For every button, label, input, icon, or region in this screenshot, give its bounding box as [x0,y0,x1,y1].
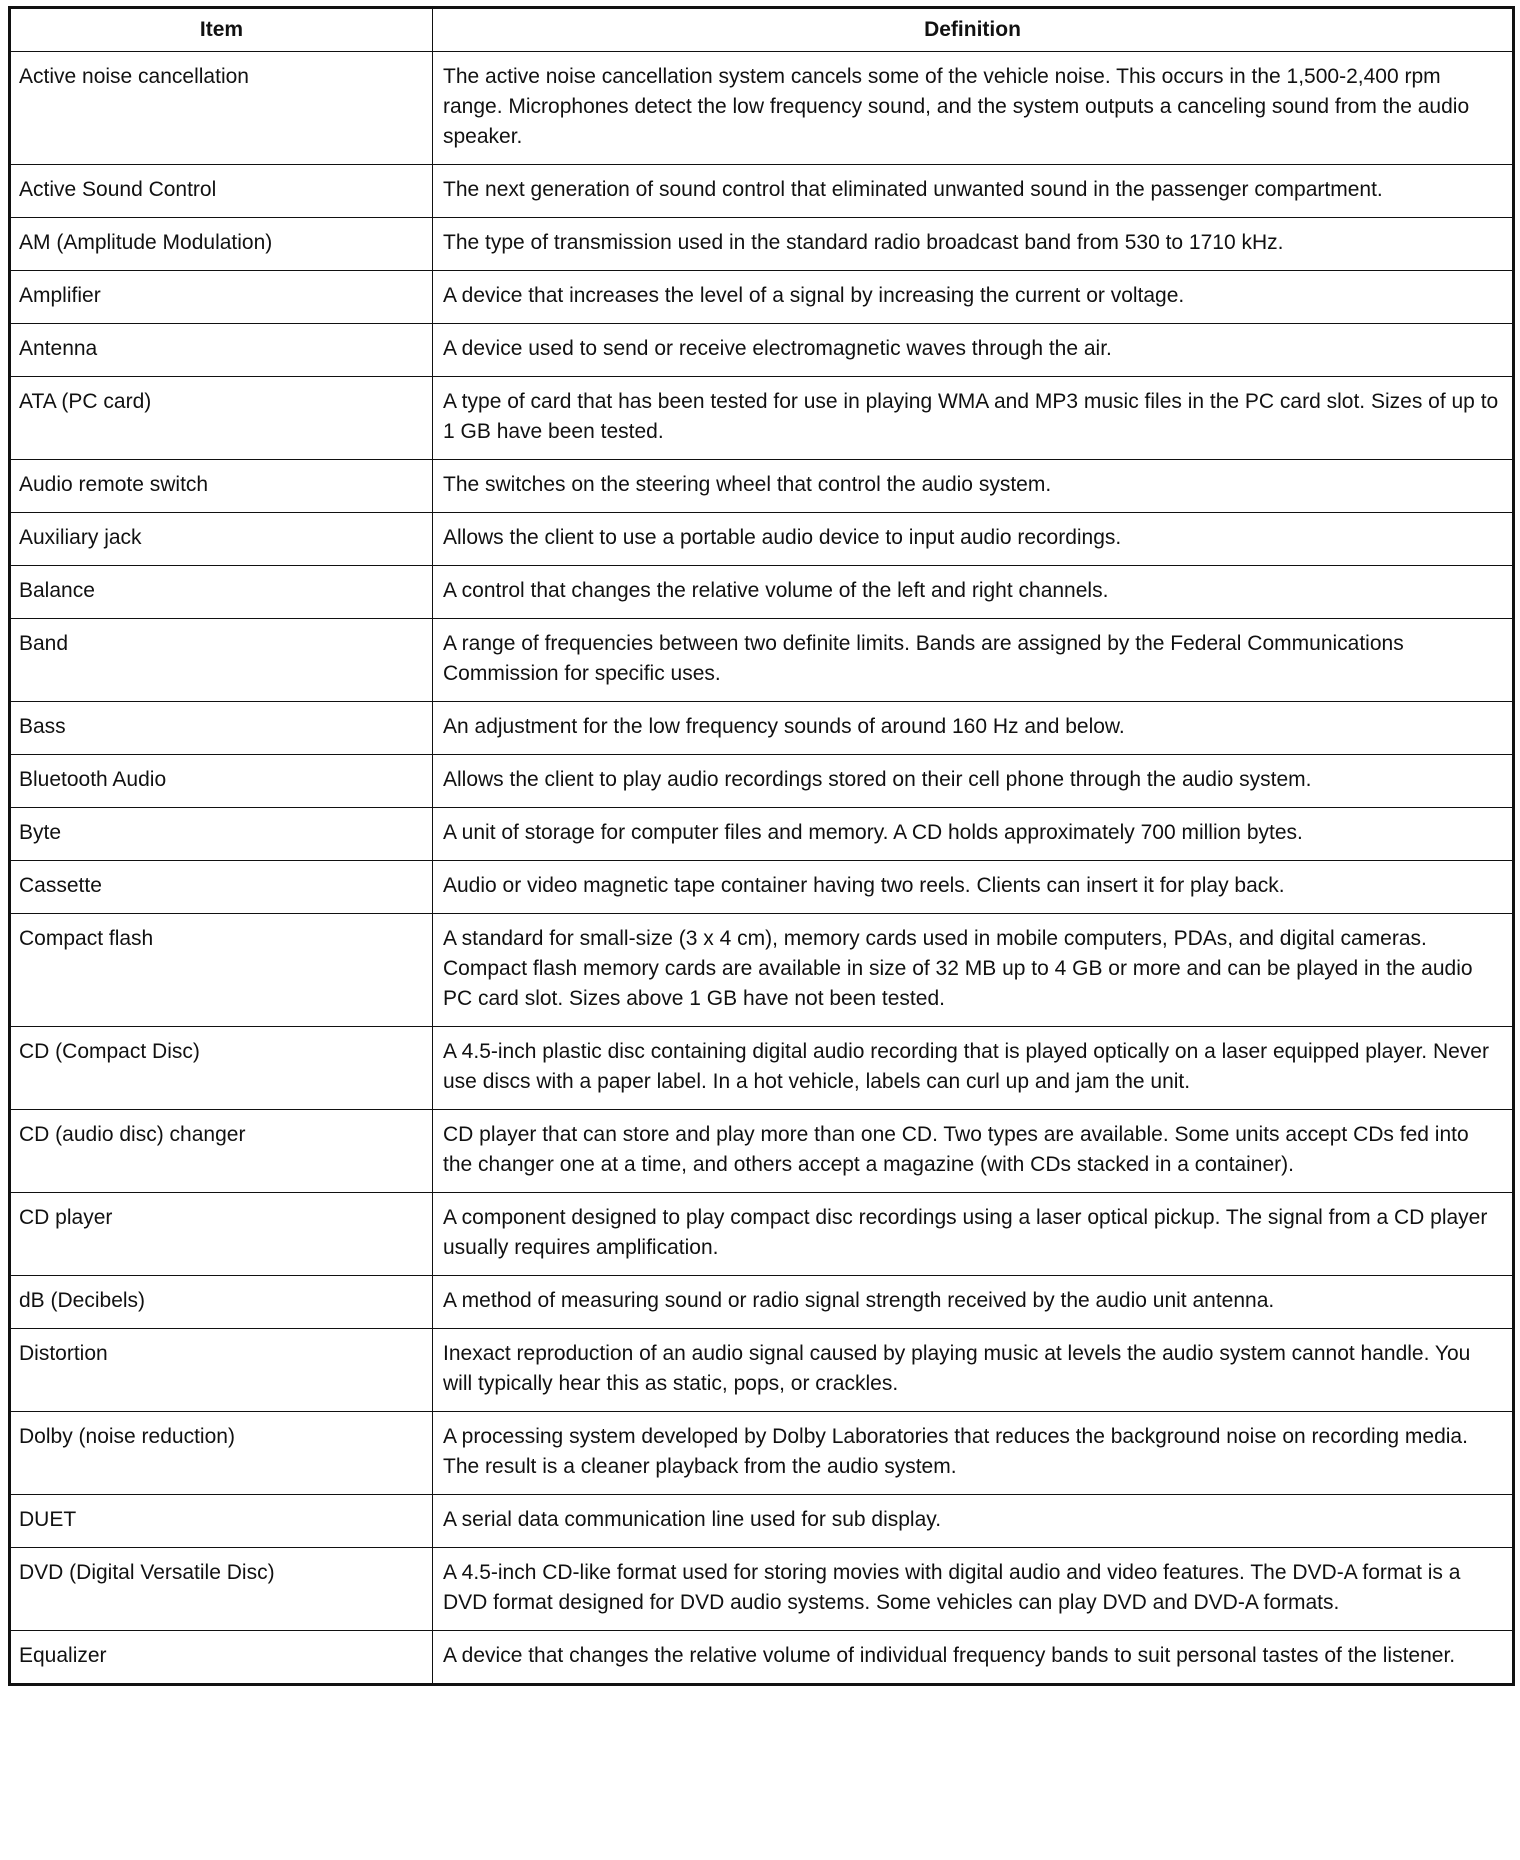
item-cell: DUET [10,1495,433,1548]
definition-cell: An adjustment for the low frequency sounds of around 160 Hz and below. [433,702,1514,755]
table-row [10,702,1514,755]
definition-cell: A device that increases the level of a signal by increasing the current or voltage. [433,271,1514,324]
item-cell: CD player [10,1193,433,1276]
table-row [10,808,1514,861]
definition-cell: A 4.5-inch CD-like format used for storing movies with digital audio and video features. The DVD-A format is a DVD format designed for DVD audio systems. Some vehicles can play DVD and DVD-A formats. [433,1548,1514,1631]
table-row [10,1412,1514,1495]
table-row [10,513,1514,566]
definition-cell: Allows the client to use a portable audio device to input audio recordings. [433,513,1514,566]
table-row [10,1110,1514,1193]
table-row [10,1329,1514,1412]
item-cell: Antenna [10,324,433,377]
table-row [10,1027,1514,1110]
definition-cell: CD player that can store and play more than one CD. Two types are available. Some units accept CDs fed into the changer one at a time, and others accept a magazine (with CDs stacked in a container). [433,1110,1514,1193]
definition-cell: A device used to send or receive electromagnetic waves through the air. [433,324,1514,377]
definition-cell: A range of frequencies between two definite limits. Bands are assigned by the Federal Communications Commission for specific uses. [433,619,1514,702]
definition-cell: The type of transmission used in the standard radio broadcast band from 530 to 1710 kHz. [433,218,1514,271]
definition-cell: A unit of storage for computer files and memory. A CD holds approximately 700 million bytes. [433,808,1514,861]
table-row [10,861,1514,914]
item-cell: CD (audio disc) changer [10,1110,433,1193]
table-row [10,165,1514,218]
table-row [10,218,1514,271]
definition-cell: A processing system developed by Dolby Laboratories that reduces the background noise on recording media. The result is a cleaner playback from the audio system. [433,1412,1514,1495]
table-body [10,52,1514,1685]
table-row [10,619,1514,702]
item-cell: DVD (Digital Versatile Disc) [10,1548,433,1631]
table-row [10,1495,1514,1548]
item-cell: Audio remote switch [10,460,433,513]
definition-cell: A device that changes the relative volume of individual frequency bands to suit personal tastes of the listener. [433,1631,1514,1685]
definition-cell: Inexact reproduction of an audio signal caused by playing music at levels the audio system cannot handle. You will typically hear this as static, pops, or crackles. [433,1329,1514,1412]
item-cell: CD (Compact Disc) [10,1027,433,1110]
item-cell: Cassette [10,861,433,914]
table-header [10,8,1514,52]
definition-cell: Allows the client to play audio recordings stored on their cell phone through the audio system. [433,755,1514,808]
definition-cell: The switches on the steering wheel that control the audio system. [433,460,1514,513]
definition-cell: A type of card that has been tested for use in playing WMA and MP3 music files in the PC card slot. Sizes of up to 1 GB have been tested. [433,377,1514,460]
item-cell: Compact flash [10,914,433,1027]
definition-cell: Audio or video magnetic tape container having two reels. Clients can insert it for play back. [433,861,1514,914]
table-row [10,271,1514,324]
item-cell: Active Sound Control [10,165,433,218]
item-cell: Dolby (noise reduction) [10,1412,433,1495]
item-cell: Amplifier [10,271,433,324]
glossary-table [8,6,1515,1686]
item-cell: Auxiliary jack [10,513,433,566]
definition-cell: A standard for small-size (3 x 4 cm), memory cards used in mobile computers, PDAs, and digital cameras. Compact flash memory cards are available in size of 32 MB up to 4 GB or more and can be played in the audio PC card slot. Sizes above 1 GB have not been tested. [433,914,1514,1027]
item-cell: Bass [10,702,433,755]
table-row [10,324,1514,377]
table-row [10,1631,1514,1685]
table-row [10,914,1514,1027]
item-cell: Band [10,619,433,702]
table-row [10,1276,1514,1329]
table-row [10,52,1514,165]
definition-cell: A component designed to play compact disc recordings using a laser optical pickup. The signal from a CD player usually requires amplification. [433,1193,1514,1276]
header-row [10,8,1514,52]
column-header-definition: Definition [433,8,1514,52]
definition-cell: A control that changes the relative volume of the left and right channels. [433,566,1514,619]
item-cell: dB (Decibels) [10,1276,433,1329]
item-cell: ATA (PC card) [10,377,433,460]
table-row [10,460,1514,513]
definition-cell: A method of measuring sound or radio signal strength received by the audio unit antenna. [433,1276,1514,1329]
item-cell: Byte [10,808,433,861]
definition-cell: A 4.5-inch plastic disc containing digital audio recording that is played optically on a laser equipped player. Never use discs with a paper label. In a hot vehicle, labels can curl up and jam the unit. [433,1027,1514,1110]
column-header-item: Item [10,8,433,52]
item-cell: Distortion [10,1329,433,1412]
definition-cell: The active noise cancellation system cancels some of the vehicle noise. This occurs in the 1,500-2,400 rpm range. Microphones detect the low frequency sound, and the system outputs a canceling sound from the audio speaker. [433,52,1514,165]
definition-cell: A serial data communication line used for sub display. [433,1495,1514,1548]
item-cell: Bluetooth Audio [10,755,433,808]
item-cell: AM (Amplitude Modulation) [10,218,433,271]
item-cell: Active noise cancellation [10,52,433,165]
item-cell: Balance [10,566,433,619]
table-row [10,755,1514,808]
table-row [10,566,1514,619]
table-row [10,1193,1514,1276]
item-cell: Equalizer [10,1631,433,1685]
definition-cell: The next generation of sound control that eliminated unwanted sound in the passenger compartment. [433,165,1514,218]
table-row [10,1548,1514,1631]
table-row [10,377,1514,460]
